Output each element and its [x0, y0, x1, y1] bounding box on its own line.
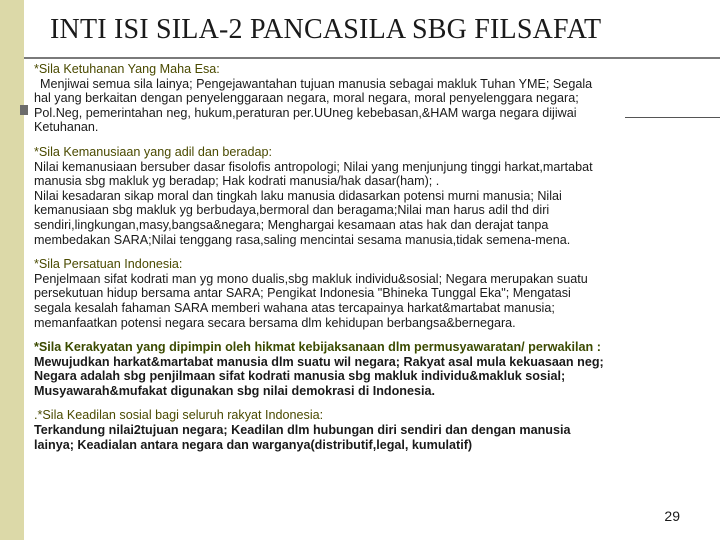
side-decorative-band	[0, 0, 24, 540]
section-heading: *Sila Ketuhanan Yang Maha Esa:	[34, 62, 220, 76]
body-line: manusia sbg makluk yg beradap; Hak kodrati manusia/hak dasar(ham); .	[34, 174, 440, 189]
section-heading: *Sila Kerakyatan yang dipimpin oleh hikmat kebijaksanaan dlm permusyawaratan/ perwakilan :	[34, 340, 601, 355]
body-line: Ketuhanan.	[34, 120, 99, 135]
accent-bar	[20, 105, 28, 115]
section-keadilan	[34, 408, 674, 452]
body-line: Pol.Neg, pemerintahan neg, hukum,peraturan per.UUneg kebebasan,&HAM warga negara dijiwai	[34, 105, 577, 120]
body-line: Mewujudkan harkat&martabat manusia dlm suatu wil negara; Rakyat asal mula kekuasaan neg;	[34, 354, 604, 369]
section-heading: .*Sila Keadilan sosial bagi seluruh rakyat Indonesia:	[34, 408, 324, 423]
body-line: Nilai kemanusiaan bersuber dasar fisolofis antropologi; Nilai yang menjunjung tinggi harkat,martabat	[34, 159, 593, 174]
section-heading: *Sila Persatuan Indonesia:	[34, 257, 183, 272]
slide-content	[34, 62, 674, 462]
body-line: Penjelmaan sifat kodrati man yg mono dualis,sbg makluk individu&sosial; Negara merupakan suatu	[34, 271, 588, 286]
body-line: lainya; Keadialan antara negara dan warganya(distributif,legal, kumulatif)	[34, 437, 473, 452]
body-line: segala kesalah fahaman SARA memberi wahana atas tercapainya harkat&martabat manusia;	[34, 300, 555, 315]
slide-title: INTI ISI SILA-2 PANCASILA SBG FILSAFAT	[50, 14, 602, 45]
body-line: Menjiwai semua sila lainya; Pengejawantahan tujuan manusia sebagai makluk Tuhan YME; Segala	[40, 76, 593, 91]
body-line: Negara adalah sbg penjilmaan sifat kodrati manusia sbg makluk individu&makluk sosial;	[34, 369, 566, 384]
section-kemanusiaan	[34, 145, 674, 247]
section-persatuan	[34, 257, 674, 330]
body-line: membedakan SARA;Nilai tenggang rasa,saling mencintai sesama manusia,tidak semena-mena.	[34, 232, 571, 247]
body-line: memanfaatkan potensi negara secara bersama dlm kehidupan berbangsa&bernegara.	[34, 315, 516, 330]
body-line: persekutuan hidup bersama antar SARA; Pengikat Indonesia "Bhineka Tunggal Eka"; Mengatasi	[34, 286, 571, 301]
page-number: 29	[664, 508, 680, 524]
body-line: hal yang berkaitan dengan penyelenggaraan negara, moral negara, moral penyelenggara negara;	[34, 91, 579, 106]
body-line: kemanusiaan sbg makluk yg berbudaya,bermoral dan beragama;Nilai man harus adil thd diri	[34, 203, 550, 218]
section-ketuhanan	[34, 62, 674, 135]
body-line: Nilai kesadaran sikap moral dan tingkah laku manusia didasarkan potensi murni manusia; Nilai	[34, 188, 562, 203]
section-heading: *Sila Kemanusiaan yang adil dan beradap:	[34, 144, 273, 159]
body-line: Terkandung nilai2tujuan negara; Keadilan dlm hubungan diri sendiri dan dengan manusia	[34, 423, 571, 438]
body-line: sendiri,lingkungan,masy,bangsa&negara; Menghargai kesamaan atas hak dan derajat tanpa	[34, 217, 549, 232]
title-underline	[24, 57, 720, 59]
body-line: Musyawarah&mufakat digunakan sbg nilai demokrasi di Indonesia.	[34, 383, 436, 398]
section-kerakyatan	[34, 340, 674, 398]
